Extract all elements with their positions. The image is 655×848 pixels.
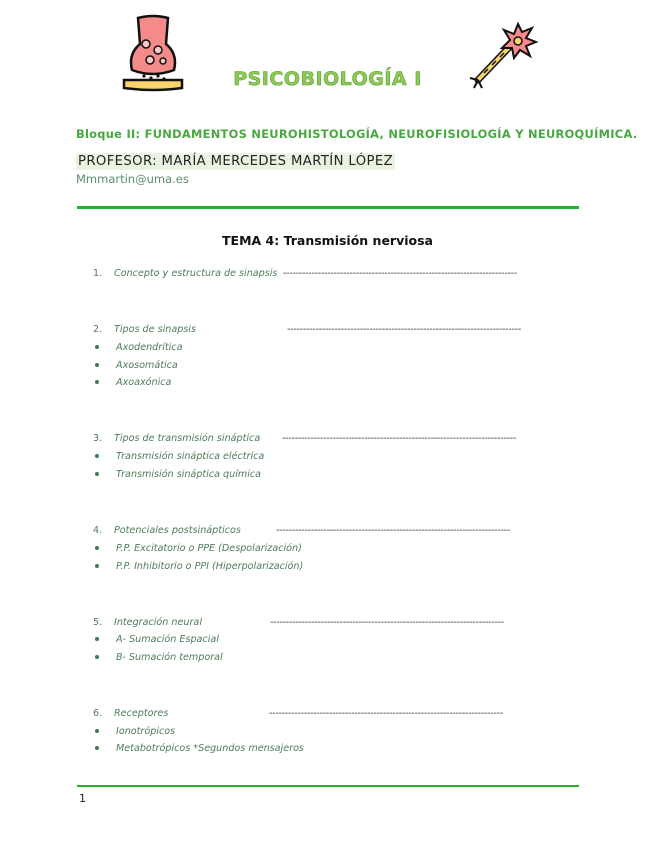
bottom-divider: [77, 785, 579, 787]
leader-dashes: --------------------------------------------------------------------------: [282, 433, 516, 444]
section-title: 2. Tipos de sinapsis: [93, 324, 196, 335]
bloque-heading: Bloque II: FUNDAMENTOS NEUROHISTOLOGÍA, NEUROFISIOLOGÍA Y NEUROQUÍMICA.: [76, 127, 638, 141]
page-number: 1: [79, 792, 86, 805]
list-item: Axodendrítica: [93, 341, 182, 355]
section-title: 5. Integración neural: [93, 617, 202, 628]
list-item: Transmisión sináptica eléctrica: [93, 450, 264, 464]
leader-dashes: --------------------------------------------------------------------------: [287, 324, 521, 335]
list-item: Axoaxónica: [93, 376, 171, 390]
list-item: Axosomática: [93, 359, 178, 373]
section-title: 6. Receptores: [93, 708, 169, 719]
list-item: A- Sumación Espacial: [93, 633, 219, 647]
leader-dashes: --------------------------------------------------------------------------: [270, 617, 504, 628]
list-item: P.P. Inhibitorio o PPI (Hiperpolarización): [93, 560, 303, 574]
list-item: Transmisión sináptica química: [93, 468, 261, 482]
section-title: 4. Potenciales postsinápticos: [93, 525, 241, 536]
list-item: Metabotrópicos *Segundos mensajeros: [93, 742, 304, 756]
list-item: P.P. Excitatorio o PPE (Despolarización): [93, 542, 302, 556]
professor-email[interactable]: Mmmartin@uma.es: [76, 172, 189, 186]
top-divider: [77, 206, 579, 209]
tema-heading: TEMA 4: Transmisión nerviosa: [222, 233, 433, 248]
professor-name: PROFESOR: MARÍA MERCEDES MARTÍN LÓPEZ: [78, 154, 394, 169]
list-item: B- Sumación temporal: [93, 651, 223, 665]
leader-dashes: --------------------------------------------------------------------------: [283, 268, 517, 279]
page-title: PSICOBIOLOGÍA I: [233, 68, 422, 90]
leader-dashes: --------------------------------------------------------------------------: [269, 708, 503, 719]
section-title: 1. Concepto y estructura de sinapsis: [93, 268, 278, 279]
leader-dashes: --------------------------------------------------------------------------: [276, 525, 510, 536]
section-title: 3. Tipos de transmisión sináptica: [93, 433, 261, 444]
list-item: Ionotrópicos: [93, 725, 175, 739]
